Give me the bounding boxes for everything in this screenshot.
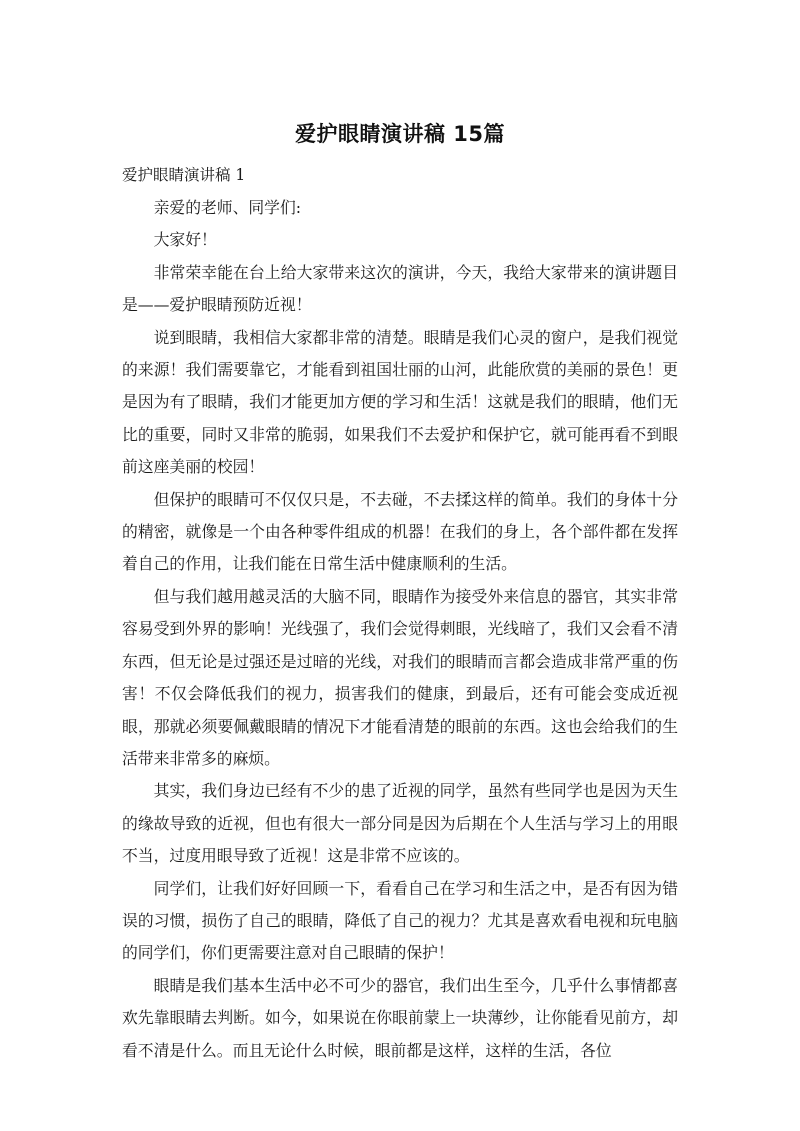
- document-body: [122, 192, 678, 1067]
- paragraph: 同学们，让我们好好回顾一下，看看自己在学习和生活之中，是否有因为错误的习惯，损伤了自己的眼睛，降低了自己的视力？尤其是喜欢看电视和玩电脑的同学们，你们更需要注意对自己眼睛的保护！: [122, 878, 678, 963]
- paragraph: 但保护的眼睛可不仅仅只是，不去碰，不去揉这样的简单。我们的身体十分的精密，就像是一个由各种零件组成的机器！在我们的身上，各个部件都在发挥着自己的作用，让我们能在日常生活中健康顺利的生活。: [122, 489, 678, 574]
- paragraph-hello: 大家好！: [153, 230, 217, 250]
- document-title: 爱护眼睛演讲稿 15篇: [294, 122, 506, 146]
- paragraph: 但与我们越用越灵活的大脑不同，眼睛作为接受外来信息的器官，其实非常容易受到外界的影响！光线强了，我们会觉得刺眼，光线暗了，我们又会看不清东西，但无论是过强还是过暗的光线，对我们的眼睛而言都会造成非常严重的伤害！不仅会降低我们的视力，损害我们的健康，到最后，还有可能会变成近视眼，那就必须要佩戴眼睛的情况下才能看清楚的眼前的东西。这也会给我们的生活带来非常多的麻烦。: [122, 586, 678, 768]
- paragraph: 眼睛是我们基本生活中必不可少的器官，我们出生至今，几乎什么事情都喜欢先靠眼睛去判断。如今，如果说在你眼前蒙上一块薄纱，让你能看见前方，却看不清是什么。而且无论什么时候，眼前都是这样，这样的生活，各位: [122, 975, 678, 1060]
- section-heading: 爱护眼睛演讲稿 1: [122, 166, 246, 184]
- paragraph: 非常荣幸能在台上给大家带来这次的演讲，今天，我给大家带来的演讲题目是——爱护眼睛预防近视！: [122, 262, 678, 315]
- paragraph: 其实，我们身边已经有不少的患了近视的同学，虽然有些同学也是因为天生的缘故导致的近视，但也有很大一部分同是因为后期在个人生活与学习上的用眼不当，过度用眼导致了近视！这是非常不应该的。: [122, 781, 678, 866]
- paragraph-greeting: 亲爱的老师、同学们:: [153, 198, 302, 217]
- paragraph: 说到眼睛，我相信大家都非常的清楚。眼睛是我们心灵的窗户，是我们视觉的来源！我们需要靠它，才能看到祖国壮丽的山河，此能欣赏的美丽的景色！更是因为有了眼睛，我们才能更加方便的学习和生活！这就是我们的眼睛，他们无比的重要，同时又非常的脆弱，如果我们不去爱护和保护它，就可能再看不到眼前这座美丽的校园！: [122, 327, 678, 477]
